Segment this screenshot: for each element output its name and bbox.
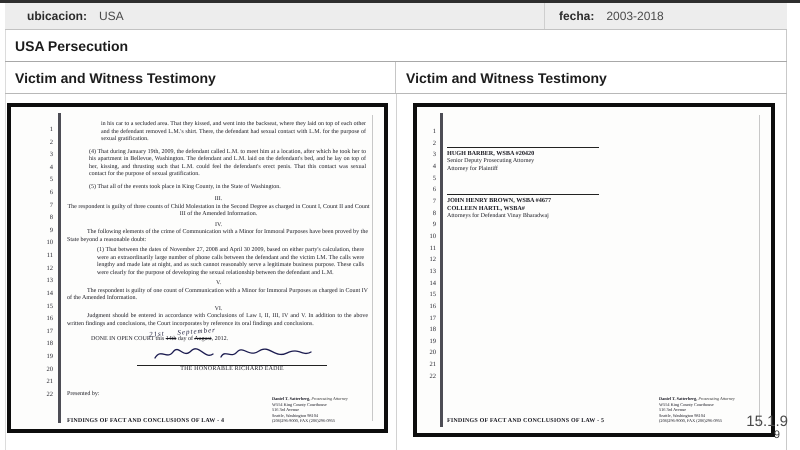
defense-attorney-role: Attorneys for Defendant Vinay Bharadwaj [447, 212, 549, 219]
signature-line [447, 194, 599, 195]
paragraph-5: (5) That all of the events took place in King County, in the State of Washington. [89, 183, 281, 190]
date-label: fecha: [559, 9, 595, 23]
line-number: 16 [46, 315, 53, 323]
line-number: 5 [432, 174, 436, 182]
line-number: 1 [432, 128, 436, 135]
pleading-line-numbers [422, 128, 436, 380]
line-number: 22 [46, 390, 53, 398]
line-number: 13 [46, 277, 53, 285]
paragraph-iv: The following elements of the crime of Communication with a Minor for Immoral Purposes have been proved by the State beyond a reasonable doubt: [67, 229, 368, 243]
struck-day: 14th [165, 336, 177, 342]
heading-iv: IV. [214, 221, 223, 228]
paragraph-1: (1) That between the dates of November 27, 2008 and April 30 2009, based on either party's calculation, there were an extraordinarily large number of phone calls between the defendant and the victim LM. The calls were lengthy and made late at night, and as such cannot reasonably serve a legitimate business purpose. These calls were clearly for the purpose of developing the sexual relationship between the defendant and L.M. [97, 247, 364, 276]
line-number: 2 [49, 138, 53, 146]
done-suffix: , 2012. [211, 336, 229, 342]
section-number: 15.1.9 [746, 413, 788, 430]
paragraph-4: (4) That during January 19th, 2009, the defendant called L.M. to meet him at a location, after which he took her to his apartment in Bellevue, Washington. The defendant and L.M. laid on the defendant's bed, and he lay on top of her, kissing, and thrusting such that L.M. could feel the defendant's erect penis. That this contact was sexual contact for the purpose of sexual gratification. [89, 148, 366, 177]
handwritten-day: 21st [148, 329, 165, 339]
line-number: 6 [432, 186, 436, 194]
prosecutor-addr4: (206)296-9000, FAX (206)296-0955 [659, 418, 723, 424]
line-number: 15 [46, 302, 53, 310]
metadata-bar [5, 3, 787, 30]
line-number: 13 [429, 267, 436, 275]
column-headers [5, 62, 787, 94]
page-title: USA Persecution [5, 30, 787, 62]
prosecutor-address-block [272, 396, 374, 424]
prosecutor-name: Daniel T. Satterberg, [272, 396, 311, 402]
judge-signature-scribble [137, 346, 327, 367]
right-margin-line [759, 115, 760, 425]
document-footer-title: FINDINGS OF FACT AND CONCLUSIONS OF LAW - 4 [67, 418, 225, 424]
line-number: 10 [46, 239, 53, 247]
line-number: 4 [432, 162, 436, 170]
struck-month: August [194, 336, 212, 342]
prosecutor-title: Prosecuting Attorney [311, 396, 348, 402]
pleading-line-numbers [39, 126, 53, 398]
line-number: 5 [49, 176, 53, 184]
line-number: 12 [46, 264, 53, 272]
line-number: 6 [49, 189, 53, 197]
line-number: 21 [429, 361, 436, 369]
line-number: 16 [429, 302, 436, 310]
line-number: 17 [46, 327, 53, 335]
pleading-margin-rule [58, 113, 61, 423]
document-findings-page-5 [413, 103, 775, 437]
line-number: 11 [429, 244, 436, 252]
line-number: 15 [429, 291, 436, 299]
prosecutor-title: Prosecuting Attorney [698, 396, 735, 402]
line-number: 3 [49, 151, 53, 159]
line-number: 7 [432, 197, 436, 205]
location-cell [5, 3, 545, 29]
line-number: 9 [49, 226, 53, 234]
plaintiff-attorney-title: Senior Deputy Prosecuting Attorney [447, 158, 535, 165]
document-footer [447, 396, 761, 424]
line-number: 10 [429, 232, 436, 240]
left-column-header: Victim and Witness Testimony [5, 62, 396, 93]
defense-attorney-name-1: JOHN HENRY BROWN, WSBA #4677 [447, 196, 552, 204]
plaintiff-attorney-name: HUGH BARBER, WSBA #20420 [447, 150, 535, 157]
line-number: 12 [429, 256, 436, 264]
document-footer [67, 396, 374, 424]
prosecutor-addr2: 516 3rd Avenue [659, 407, 687, 413]
line-number: 17 [429, 314, 436, 322]
column-divider [396, 94, 397, 450]
prosecutor-name: Daniel T. Satterberg, [659, 396, 698, 402]
document-footer-title: FINDINGS OF FACT AND CONCLUSIONS OF LAW - 5 [447, 418, 605, 424]
line-number: 8 [432, 209, 436, 217]
document-text [447, 147, 757, 425]
heading-vi: VI. [214, 305, 223, 312]
line-number: 11 [46, 252, 53, 260]
defense-attorney-signature-block [447, 194, 757, 221]
done-prefix: DONE IN OPEN COURT this [91, 336, 166, 342]
heading-iii: III. [214, 196, 223, 202]
prosecutor-addr3: Seattle, Washington 98104 [659, 412, 706, 418]
prosecutor-addr3: Seattle, Washington 98104 [272, 412, 319, 418]
done-in-open-court-line [91, 326, 370, 344]
line-number: 14 [46, 289, 53, 297]
line-number: 8 [49, 214, 53, 222]
plaintiff-attorney-signature-block [447, 147, 757, 174]
defense-attorney-name-2: COLLEEN HARTL, WSBA# [447, 204, 525, 212]
location-value: USA [99, 9, 124, 23]
line-number: 19 [429, 337, 436, 345]
right-column-header: Victim and Witness Testimony [406, 69, 607, 86]
document-text [67, 121, 370, 421]
line-number: 20 [429, 349, 436, 357]
prosecutor-addr4: (206)296-9000, FAX (206)296-0955 [272, 418, 336, 424]
line-number: 22 [429, 372, 436, 380]
prosecutor-addr1: W554 King County Courthouse [659, 401, 714, 407]
prosecutor-addr2: 516 3rd Avenue [272, 407, 300, 413]
line-number: 19 [46, 352, 53, 360]
line-number: 14 [429, 279, 436, 287]
prosecutor-addr1: W554 King County Courthouse [272, 401, 327, 407]
right-margin-line [372, 115, 373, 421]
line-number: 18 [46, 340, 53, 348]
paragraph-iii: The respondent is guilty of three counts of Child Molestation in the Second Degree as charged in Count I, Count II and Count III of the Amended Information. [67, 203, 370, 217]
judge-name: THE HONORABLE RICHARD EADIE [180, 366, 284, 372]
page-number: 9 [773, 429, 780, 441]
line-number: 18 [429, 326, 436, 334]
line-number: 9 [432, 221, 436, 229]
location-label: ubicacion: [27, 9, 88, 23]
line-number: 4 [49, 163, 53, 171]
line-number: 3 [432, 151, 436, 159]
paragraph-vi: Judgment should be entered in accordance with Conclusions of Law I, II, III, IV and V. In addition to the above written findings and conclusions, the Court incorporates by reference its oral findings and conclusions. [67, 313, 368, 327]
date-value: 2003-2018 [606, 9, 664, 23]
line-number: 21 [46, 378, 53, 386]
paragraph-continuation: in his car to a secluded area. That they kissed, and went into the backseat, where they laid on top of each other and the defendant removed L.M.'s shirt. There, the defendant had sexual contact with L.M. for the purpose of sexual gratification. [101, 121, 366, 142]
document-findings-page-4 [7, 103, 388, 433]
handwritten-month: September [177, 326, 217, 337]
paragraph-v: The respondent is guilty of one count of Communication with a Minor for Immoral Purposes as charged in Count IV of the Amended Information. [67, 287, 368, 301]
plaintiff-attorney-role: Attorney for Plaintiff [447, 165, 498, 172]
line-number: 20 [46, 365, 53, 373]
line-number: 1 [49, 126, 53, 133]
pleading-margin-rule [440, 113, 443, 427]
line-number: 7 [49, 201, 53, 209]
done-mid: day of [176, 336, 195, 342]
line-number: 2 [432, 139, 436, 147]
date-cell [545, 3, 787, 29]
presented-by-label: Presented by: [67, 391, 100, 397]
heading-v: V. [215, 280, 222, 286]
signature-line [447, 147, 599, 148]
judge-signature-block [127, 346, 337, 374]
